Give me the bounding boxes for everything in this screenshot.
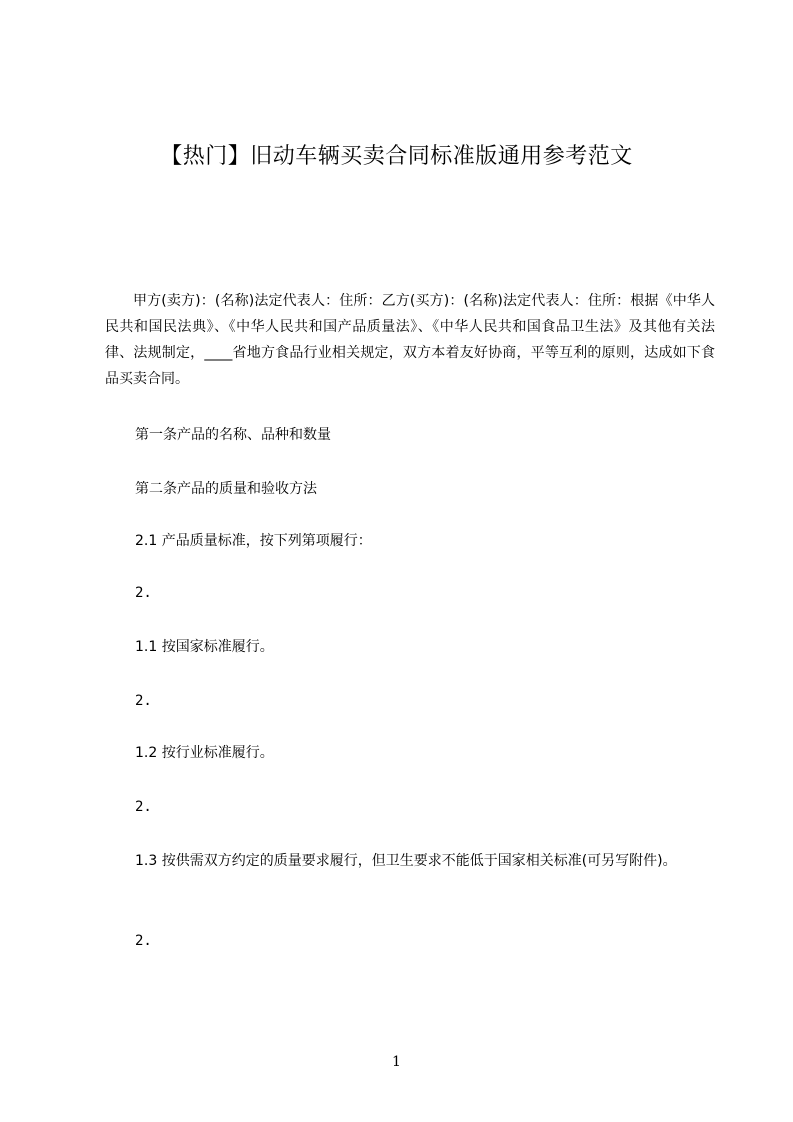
clause-1-1: 1.1 按国家标准履行。: [135, 639, 274, 655]
clause-1-3: 1.3 按供需双方约定的质量要求履行，但卫生要求不能低于国家相关标准(可另写附件)。: [135, 853, 677, 869]
clause-number-line: 2.: [135, 933, 152, 949]
article-2-heading: 第二条产品的质量和验收方法: [135, 481, 317, 497]
clause-number-line: 2.: [135, 585, 152, 601]
article-1-heading: 第一条产品的名称、品种和数量: [135, 427, 331, 443]
document-title: 【热门】旧动车辆买卖合同标准版通用参考范文: [160, 144, 633, 169]
clause-number-line: 2.: [135, 799, 152, 815]
clause-2-1: 2.1 产品质量标准，按下列第项履行：: [135, 533, 372, 549]
page-number: 1: [392, 1054, 401, 1070]
clause-1-2: 1.2 按行业标准履行。: [135, 745, 274, 761]
clause-number-line: 2.: [135, 693, 152, 709]
intro-paragraph: 甲方(卖方)：(名称)法定代表人：住所：乙方(买方)：(名称)法定代表人：住所：根据《中华人民共和国民法典》、《中华人民共和国产品质量法》、《中华人民共和国食品卫生法》及其他有关法律、法规制定，____省地方食品行业相关规定，双方本着友好协商，平等互利的原则，达成如下食品买卖合同。: [105, 293, 715, 387]
